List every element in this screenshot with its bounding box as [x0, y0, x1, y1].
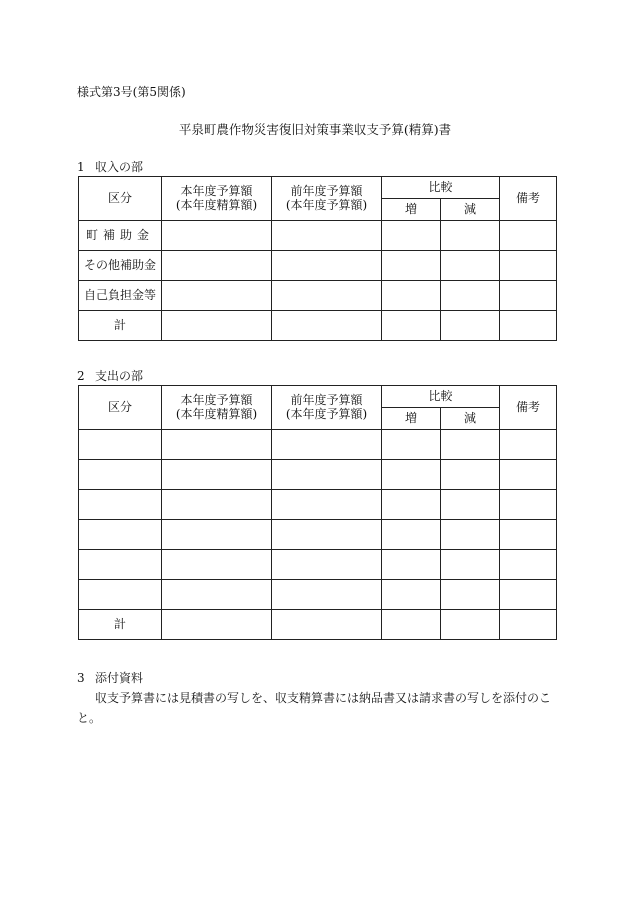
header-current-line2: (本年度精算額) [175, 197, 258, 212]
table-cell [382, 520, 441, 550]
header-current-budget [162, 386, 272, 430]
table-cell [272, 580, 382, 610]
table-cell [382, 550, 441, 580]
table-cell [500, 550, 557, 580]
attachments-note: 収支予算書には見積書の写しを、収支精算書には納品書又は請求書の写しを添付のこと。 [77, 691, 552, 725]
header-previous-line2: (本年度予算額) [285, 197, 368, 212]
table-cell [162, 610, 272, 640]
table-cell [500, 490, 557, 520]
table-cell [272, 490, 382, 520]
table-row [79, 221, 557, 251]
table-cell [382, 460, 441, 490]
table-cell [441, 460, 500, 490]
table-cell [382, 251, 441, 281]
row-label: その他補助金 [79, 251, 162, 281]
table-cell [162, 251, 272, 281]
table-cell [441, 221, 500, 251]
table-row [79, 520, 557, 550]
table-cell [162, 550, 272, 580]
row-label: 計 [79, 610, 162, 640]
table-cell [500, 221, 557, 251]
header-comparison: 比較 [382, 177, 500, 199]
header-increase: 増 [382, 408, 441, 430]
table-cell [162, 490, 272, 520]
form-number: 様式第3号(第5関係) [77, 85, 186, 99]
income-table [78, 176, 557, 341]
table-cell [162, 311, 272, 341]
table-cell [382, 580, 441, 610]
header-remarks: 備考 [500, 177, 557, 221]
row-label [79, 430, 162, 460]
table-cell [272, 311, 382, 341]
table-row [79, 610, 557, 640]
expenditure-section-number: 2 [77, 369, 85, 383]
header-decrease: 減 [441, 199, 500, 221]
table-cell [382, 221, 441, 251]
expenditure-section-heading [77, 370, 143, 382]
table-cell [272, 550, 382, 580]
table-cell [162, 430, 272, 460]
header-previous-budget [272, 177, 382, 221]
attachments-section-heading [77, 672, 143, 684]
income-section-title: 収入の部 [95, 160, 144, 174]
table-cell [382, 490, 441, 520]
header-previous-line1: 前年度予算額 [290, 392, 363, 407]
row-label: 町補助金 [79, 221, 162, 251]
header-current-line2: (本年度精算額) [175, 406, 258, 421]
table-cell [382, 610, 441, 640]
income-section-heading [77, 161, 143, 173]
header-category: 区分 [79, 386, 162, 430]
table-cell [272, 610, 382, 640]
table-cell [272, 520, 382, 550]
table-row [79, 281, 557, 311]
expenditure-section-title: 支出の部 [95, 369, 144, 383]
table-cell [500, 251, 557, 281]
table-cell [382, 281, 441, 311]
header-category: 区分 [79, 177, 162, 221]
table-cell [162, 460, 272, 490]
header-increase: 増 [382, 199, 441, 221]
header-remarks: 備考 [500, 386, 557, 430]
table-cell [162, 221, 272, 251]
table-cell [500, 520, 557, 550]
table-row [79, 430, 557, 460]
table-cell [441, 311, 500, 341]
table-cell [441, 610, 500, 640]
table-cell [441, 550, 500, 580]
table-row [79, 580, 557, 610]
table-cell [441, 490, 500, 520]
table-cell [162, 580, 272, 610]
table-cell [162, 281, 272, 311]
row-label [79, 580, 162, 610]
header-comparison: 比較 [382, 386, 500, 408]
row-label: 自己負担金等 [79, 281, 162, 311]
table-cell [500, 430, 557, 460]
table-cell [382, 430, 441, 460]
row-label [79, 490, 162, 520]
header-current-line1: 本年度予算額 [180, 183, 253, 198]
attachments-section-number: 3 [77, 671, 85, 685]
table-cell [382, 311, 441, 341]
table-row [79, 490, 557, 520]
header-previous-line1: 前年度予算額 [290, 183, 363, 198]
expenditure-table [78, 385, 557, 640]
table-cell [441, 430, 500, 460]
row-label: 計 [79, 311, 162, 341]
header-previous-budget [272, 386, 382, 430]
table-cell [272, 430, 382, 460]
table-cell [162, 520, 272, 550]
table-cell [500, 281, 557, 311]
row-label [79, 460, 162, 490]
header-current-budget [162, 177, 272, 221]
row-label [79, 550, 162, 580]
table-cell [500, 610, 557, 640]
table-cell [441, 251, 500, 281]
table-cell [441, 281, 500, 311]
table-cell [500, 580, 557, 610]
table-row [79, 251, 557, 281]
table-cell [272, 281, 382, 311]
table-row [79, 550, 557, 580]
table-row [79, 311, 557, 341]
document-title: 平泉町農作物災害復旧対策事業収支予算(精算)書 [178, 122, 452, 137]
table-cell [441, 580, 500, 610]
header-decrease: 減 [441, 408, 500, 430]
income-section-number: 1 [77, 160, 85, 174]
header-previous-line2: (本年度予算額) [285, 406, 368, 421]
table-row [79, 460, 557, 490]
table-cell [272, 251, 382, 281]
attachments-section-title: 添付資料 [95, 671, 144, 685]
table-cell [272, 460, 382, 490]
table-cell [500, 311, 557, 341]
row-label [79, 520, 162, 550]
table-cell [500, 460, 557, 490]
table-cell [272, 221, 382, 251]
table-cell [441, 520, 500, 550]
header-current-line1: 本年度予算額 [180, 392, 253, 407]
